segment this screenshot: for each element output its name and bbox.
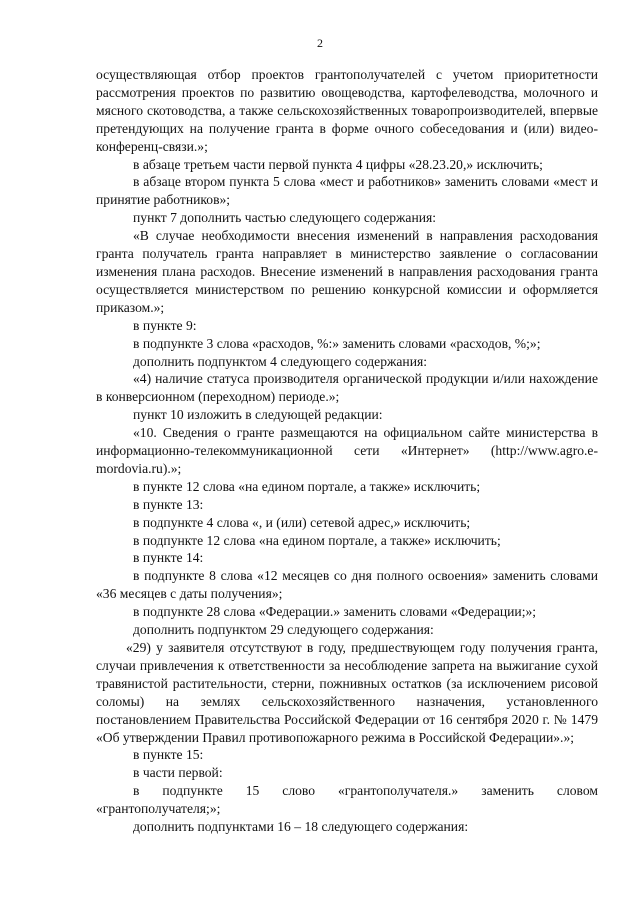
paragraph: в части первой: <box>133 765 223 781</box>
paragraph: дополнить подпунктом 29 следующего содержания: <box>133 622 434 638</box>
paragraph: в подпункте 12 слова «на едином портале, а также» исключить; <box>133 532 501 548</box>
paragraph: пункт 10 изложить в следующей редакции: <box>133 407 383 423</box>
paragraph: в пункте 13: <box>133 496 204 512</box>
paragraph: в подпункте 8 слова «12 месяцев со дня полного освоения» заменить словами «36 месяцев с даты получения»; <box>96 568 598 602</box>
paragraph: «29) у заявителя отсутствуют в году, предшествующем году получения гранта, случаи привлечения к ответственности за несоблюдение запрета на выжигание сухой травянистой растительности, стерни, пожнивных остатков (за исключением рисовой соломы) на землях сельскохозяйственного назначения, установленного постановлением Правительства Российской Федерации от 16 сентября 2020 г. № 1479 «Об утверждении Правил противопожарного режима в Российской Федерации».»; <box>96 640 598 745</box>
page-number: 2 <box>317 36 323 50</box>
paragraph: осуществляющая отбор проектов грантополучателей с учетом приоритетности рассмотрения проектов по развитию овощеводства, картофелеводства, молочного и мясного скотоводства, а также сельскохозяйственных товаропроизводителей, впервые претендующих на получение гранта в форме очного собеседования и (или) видео-конференц-связи.»; <box>96 67 598 154</box>
paragraph: «10. Сведения о гранте размещаются на официальном сайте министерства в информационно-телекоммуникационной сети «Интернет» (http://www.agro.e-mordovia.ru).»; <box>96 425 598 476</box>
paragraph: в абзаце третьем части первой пункта 4 цифры «28.23.20,» исключить; <box>133 156 543 172</box>
document-body <box>96 66 598 836</box>
paragraph: в подпункте 3 слова «расходов, %:» заменить словами «расходов, %;»; <box>133 335 541 351</box>
paragraph: «4) наличие статуса производителя органической продукции и/или нахождение в конверсионном (переходном) периоде.»; <box>96 371 598 405</box>
paragraph: дополнить подпунктами 16 – 18 следующего содержания: <box>133 819 469 835</box>
paragraph: дополнить подпунктом 4 следующего содержания: <box>133 353 428 369</box>
paragraph: в пункте 15: <box>133 747 204 763</box>
paragraph: в подпункте 28 слова «Федерации.» заменить словами «Федерации;»; <box>133 604 537 620</box>
paragraph: в пункте 9: <box>133 317 197 333</box>
paragraph: в подпункте 15 слово «грантополучателя.» заменить словом «грантополучателя;»; <box>96 783 598 817</box>
paragraph: пункт 7 дополнить частью следующего содержания: <box>133 210 437 226</box>
paragraph: в пункте 12 слова «на едином портале, а также» исключить; <box>133 478 481 494</box>
paragraph: в пункте 14: <box>133 550 204 566</box>
paragraph: в абзаце втором пункта 5 слова «мест и работников» заменить словами «мест и принятие работников»; <box>96 174 598 208</box>
paragraph: «В случае необходимости внесения изменений в направления расходования гранта получатель гранта направляет в министерство заявление о согласовании изменения плана расходов. Внесение изменений в направления расходования гранта осуществляется министерством по решению конкурсной комиссии и оформляется приказом.»; <box>96 228 598 315</box>
paragraph: в подпункте 4 слова «, и (или) сетевой адрес,» исключить; <box>133 514 471 530</box>
